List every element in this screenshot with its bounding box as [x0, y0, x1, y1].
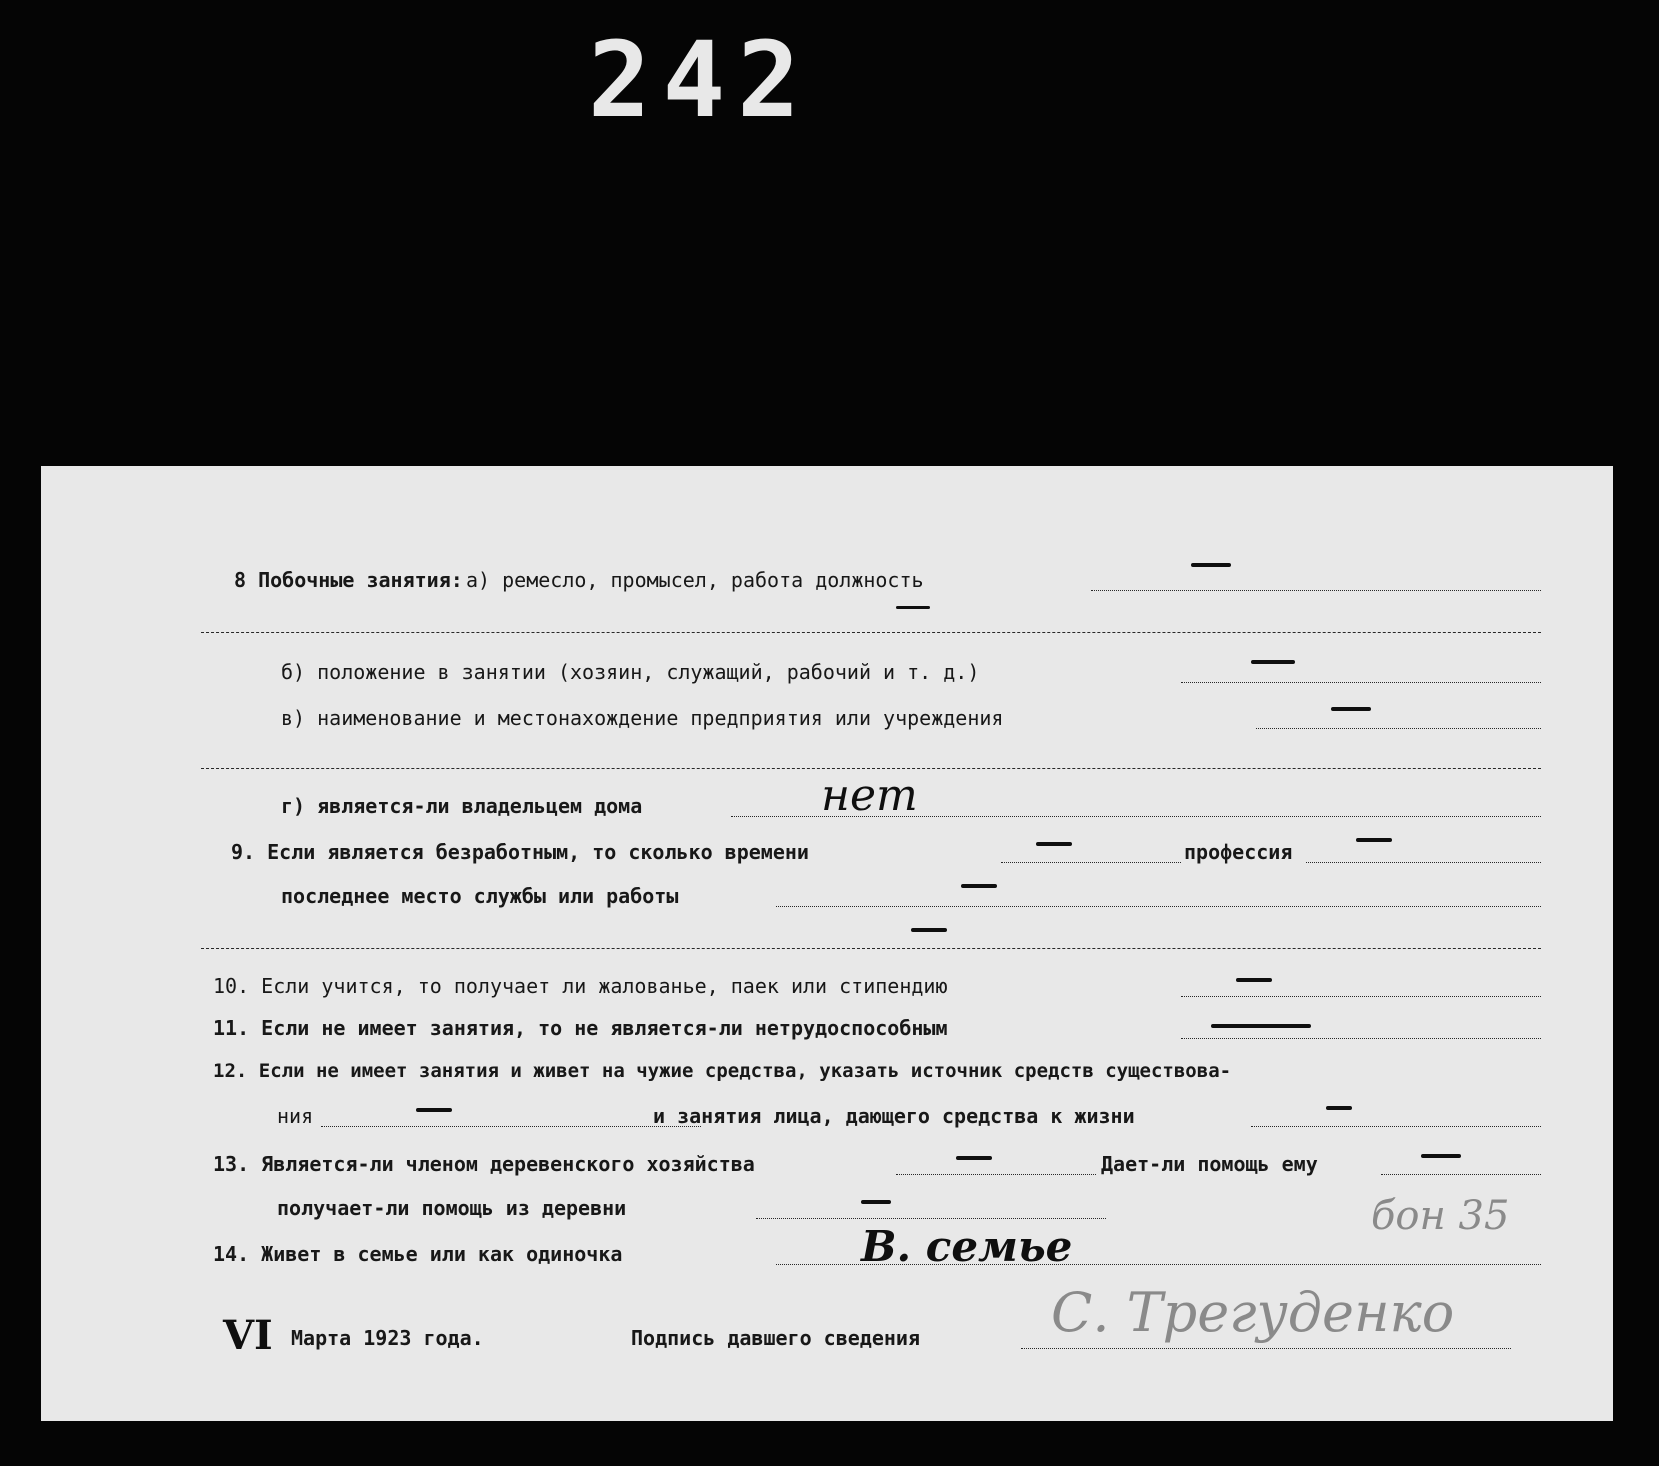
q11-answer-dash	[1211, 1024, 1311, 1028]
q8b-answer-dash	[1251, 660, 1295, 664]
q11-text: 11. Если не имеет занятия, то не является-ли нетрудоспособным	[213, 1016, 948, 1040]
q13-member-answer-line	[896, 1174, 1096, 1175]
q14-text: 14. Живет в семье или как одиночка	[213, 1242, 623, 1266]
q8v-text: в) наименование и местонахождение предприятия или учреждения	[281, 706, 1004, 730]
q11-answer-line	[1181, 1038, 1541, 1039]
q8a-answer-line	[1091, 590, 1541, 591]
q8-label: 8 Побочные занятия:	[234, 568, 463, 592]
q8v-answer-dash	[1331, 707, 1371, 711]
q8g-handwritten-answer: нет	[821, 770, 918, 821]
q9-continuation-line	[201, 948, 1541, 949]
signature-line	[1021, 1348, 1511, 1349]
q12-source-answer-dash	[416, 1108, 452, 1112]
signature-handwritten: С. Трегуденко	[1051, 1281, 1455, 1344]
signature-label: Подпись давшего сведения	[631, 1326, 920, 1350]
q13-receives-answer-dash	[861, 1200, 891, 1204]
q13-receives-text: получает-ли помощь из деревни	[277, 1196, 627, 1220]
q9-time-answer-line	[1001, 862, 1181, 863]
q8-continuation-line	[201, 632, 1541, 633]
q12-continuation-text: ния	[277, 1104, 314, 1128]
q13-member-answer-dash	[956, 1156, 992, 1160]
q12-provider-text: и занятия лица, дающего средства к жизни	[653, 1104, 1135, 1128]
q8b-answer-line	[1181, 682, 1541, 683]
q8g-text: г) является-ли владельцем дома	[281, 794, 643, 818]
q9-profession-answer-line	[1306, 862, 1541, 863]
date-line: Марта 1923 года.	[291, 1326, 484, 1350]
q12-provider-answer-line	[1251, 1126, 1541, 1127]
q13-help-label: Дает-ли помощь ему	[1101, 1152, 1318, 1176]
q13-text: 13. Является-ли членом деревенского хозяйства	[213, 1152, 755, 1176]
q9-text: 9. Если является безработным, то сколько времени	[231, 840, 809, 864]
pencil-margin-note: бон 35	[1371, 1193, 1510, 1239]
q9-continuation-dash	[911, 928, 947, 932]
q10-text: 10. Если учится, то получает ли жалованье, паек или стипендию	[213, 974, 948, 998]
q9-last-place-text: последнее место службы или работы	[281, 884, 679, 908]
q12-text: 12. Если не имеет занятия и живет на чужие средства, указать источник средств существова-	[213, 1060, 1232, 1082]
q8a-answer-dash	[1191, 563, 1231, 567]
q9-last-place-answer-line	[776, 906, 1541, 907]
q9-profession-answer-dash	[1356, 838, 1392, 842]
q8v-answer-line	[1256, 728, 1541, 729]
q9-time-answer-dash	[1036, 842, 1072, 846]
census-form-card	[41, 466, 1613, 1421]
q9-profession-label: профессия	[1184, 840, 1293, 864]
q13-help-answer-line	[1381, 1174, 1541, 1175]
frame-number: 242	[588, 19, 812, 141]
date-day-handwritten: VI	[223, 1312, 273, 1359]
q8a-underline-mark	[896, 606, 930, 609]
q8b-text: б) положение в занятии (хозяин, служащий, рабочий и т. д.)	[281, 660, 980, 684]
q12-source-answer-line	[321, 1126, 701, 1127]
q8v-continuation-line	[201, 768, 1541, 769]
q12-provider-answer-dash	[1326, 1106, 1352, 1110]
q10-answer-line	[1181, 996, 1541, 997]
q13-help-answer-dash	[1421, 1154, 1461, 1158]
q8a-text: а) ремесло, промысел, работа должность	[466, 568, 924, 592]
q13-receives-answer-line	[756, 1218, 1106, 1219]
q10-answer-dash	[1236, 978, 1272, 982]
q14-handwritten-answer: В. семье	[861, 1222, 1073, 1271]
q9-last-place-answer-dash	[961, 884, 997, 888]
